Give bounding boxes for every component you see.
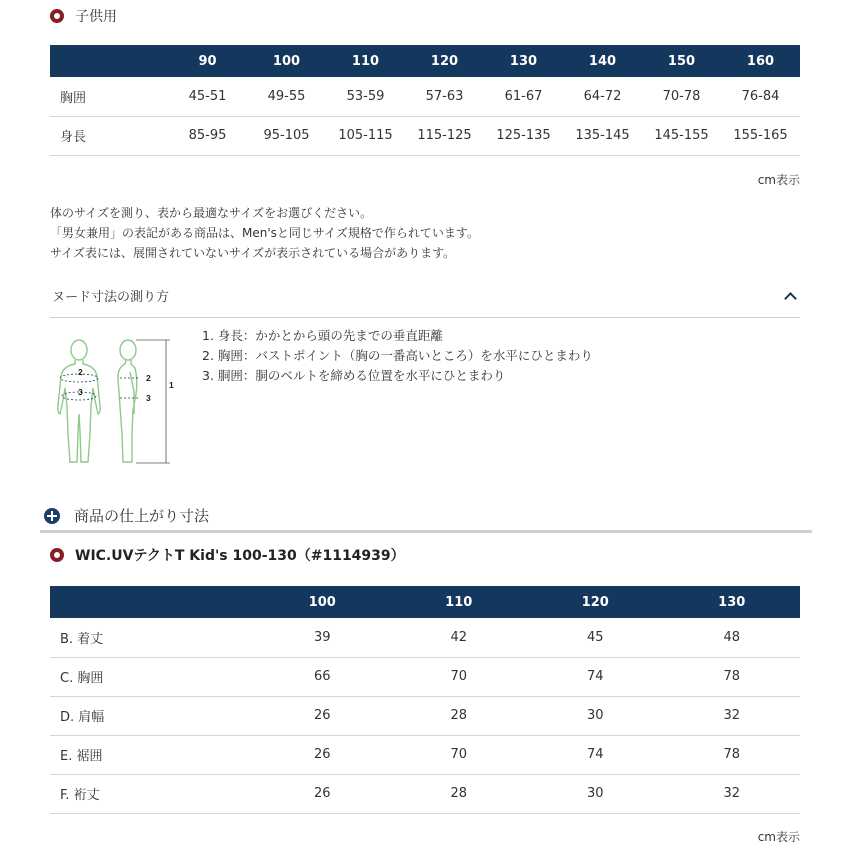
table-cell: 145-155: [642, 116, 721, 155]
kids-table-header-cell: 140: [588, 53, 617, 69]
list-item: 1. 身長：かかとから頭の先までの垂直距離: [202, 328, 443, 343]
row-label: 身長: [50, 116, 168, 155]
table-cell: 74: [527, 657, 664, 696]
row-label: E. 裾囲: [50, 735, 254, 774]
table-cell: 66: [254, 657, 391, 696]
table-cell: 28: [391, 696, 528, 735]
table-row: [50, 77, 800, 116]
list-item: 2. 胸囲：バストポイント（胸の一番高いところ）を水平にひとまわり: [202, 348, 593, 363]
product-table-header-cell: 110: [445, 594, 473, 610]
table-cell: 26: [254, 696, 391, 735]
table-cell: 30: [527, 774, 664, 813]
kids-section-title: 子供用: [75, 9, 117, 25]
table-row: [50, 735, 800, 774]
figure-label: 1: [169, 380, 174, 390]
figure-label: 2: [78, 367, 83, 377]
circle-bullet-icon: [50, 9, 64, 23]
product-title: WIC.UVテクトT Kid's 100-130（#1114939）: [75, 548, 405, 564]
table-cell: 74: [527, 735, 664, 774]
table-row: [50, 657, 800, 696]
measurement-instructions: [202, 326, 593, 386]
section-divider: [40, 530, 812, 533]
table-cell: 70: [391, 657, 528, 696]
circle-bullet-icon: [50, 548, 64, 562]
nude-measurement-title: ヌード寸法の測り方: [52, 290, 170, 305]
product-table-header-cell: 120: [581, 594, 609, 610]
table-row: [50, 116, 800, 155]
table-cell: 42: [391, 618, 528, 657]
table-cell: 76-84: [721, 77, 800, 116]
nude-measurement-accordion[interactable]: [50, 274, 800, 318]
table-cell: 49-55: [247, 77, 326, 116]
table-cell: 28: [391, 774, 528, 813]
plus-circle-icon: [44, 508, 60, 524]
note-line: サイズ表には、展開されていないサイズが表示されている場合があります。: [50, 246, 456, 260]
kids-unit-label: cm表示: [757, 173, 800, 187]
kids-table-header-cell: 110: [351, 53, 380, 69]
row-label: F. 裄丈: [50, 774, 254, 813]
product-table-header-row: [50, 586, 800, 618]
product-unit-label: cm表示: [757, 830, 800, 844]
table-cell: 64-72: [563, 77, 642, 116]
kids-table-header-cell: 120: [430, 53, 459, 69]
table-cell: 70-78: [642, 77, 721, 116]
kids-table-header-cell: 160: [746, 53, 775, 69]
table-cell: 30: [527, 696, 664, 735]
table-cell: 155-165: [721, 116, 800, 155]
kids-table-header-cell: [50, 45, 168, 77]
table-cell: 39: [254, 618, 391, 657]
product-table-header-cell: [50, 586, 254, 618]
table-cell: 70: [391, 735, 528, 774]
kids-table-header-cell: 100: [272, 53, 301, 69]
product-header: [50, 545, 405, 565]
table-cell: 48: [664, 618, 801, 657]
kids-table-header-row: [50, 45, 800, 77]
kids-table-header-cell: 90: [198, 53, 217, 69]
kids-table-header-cell: 150: [667, 53, 696, 69]
kids-section-header: [50, 6, 117, 26]
figure-label: 2: [146, 373, 151, 383]
table-cell: 53-59: [326, 77, 405, 116]
row-label: C. 胸囲: [50, 657, 254, 696]
table-cell: 78: [664, 735, 801, 774]
table-row: [50, 774, 800, 813]
table-cell: 61-67: [484, 77, 563, 116]
body-figure-icon: [50, 330, 180, 470]
table-cell: 85-95: [168, 116, 247, 155]
table-cell: 78: [664, 657, 801, 696]
table-row: [50, 696, 800, 735]
figure-label: 3: [78, 387, 83, 397]
product-table-header-cell: 130: [718, 594, 746, 610]
chevron-up-icon[interactable]: [784, 290, 796, 302]
finished-dimensions-header: [44, 505, 209, 526]
table-cell: 57-63: [405, 77, 484, 116]
table-cell: 45: [527, 618, 664, 657]
row-label: 胸囲: [50, 77, 168, 116]
table-cell: 45-51: [168, 77, 247, 116]
row-label: B. 着丈: [50, 618, 254, 657]
table-cell: 115-125: [405, 116, 484, 155]
note-line: 「男女兼用」の表記がある商品は、Men'sと同じサイズ規格で作られています。: [50, 226, 479, 240]
table-cell: 95-105: [247, 116, 326, 155]
body-measurement-figure: [50, 330, 180, 470]
kids-size-table: [50, 45, 800, 156]
table-row: [50, 618, 800, 657]
note-line: 体のサイズを測り、表から最適なサイズをお選びください。: [50, 206, 373, 220]
table-cell: 125-135: [484, 116, 563, 155]
table-cell: 32: [664, 696, 801, 735]
list-item: 3. 胴囲：胴のベルトを締める位置を水平にひとまわり: [202, 368, 506, 383]
table-cell: 105-115: [326, 116, 405, 155]
size-notes: [50, 203, 479, 263]
kids-table-header-cell: 130: [509, 53, 538, 69]
table-cell: 135-145: [563, 116, 642, 155]
product-table-header-cell: 100: [308, 594, 336, 610]
table-cell: 26: [254, 735, 391, 774]
figure-label: 3: [146, 393, 151, 403]
table-cell: 32: [664, 774, 801, 813]
row-label: D. 肩幅: [50, 696, 254, 735]
table-cell: 26: [254, 774, 391, 813]
finished-dimensions-title: 商品の仕上がり寸法: [74, 507, 210, 525]
product-size-table: [50, 586, 800, 814]
